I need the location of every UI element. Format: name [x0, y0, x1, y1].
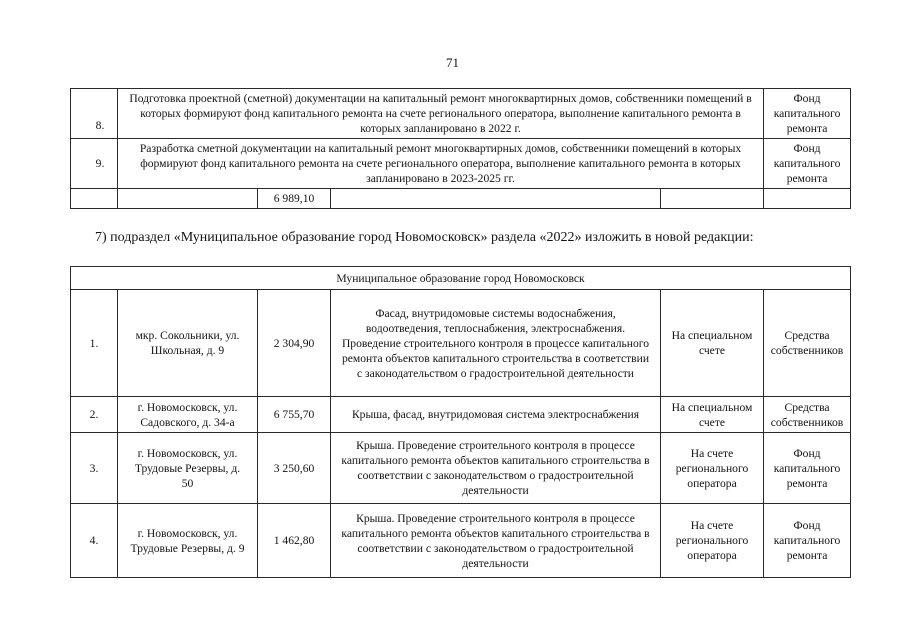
empty-cell [661, 189, 764, 209]
funding-source: Фонд капитального ремонта [764, 139, 851, 189]
works: Крыша, фасад, внутридомовая система электроснабжения [331, 397, 661, 433]
empty-cell [71, 189, 118, 209]
amount: 6 755,70 [258, 397, 331, 433]
funding-source: Фонд капитального ремонта [764, 504, 851, 578]
row-number: 9. [71, 139, 118, 189]
table-previous-section [70, 88, 851, 209]
account-type: На счете регионального оператора [661, 504, 764, 578]
row-description: Подготовка проектной (сметной) документации на капитальный ремонт многоквартирных домов, собственники помещений в которых формируют фонд капитального ремонта на счете регионального оператора, выполнение капитального ремонта в которых запланировано в 2022 г. [118, 89, 764, 139]
empty-cell [331, 189, 661, 209]
table-novomoskovsk [70, 266, 851, 578]
amount: 2 304,90 [258, 290, 331, 397]
table-row [71, 89, 851, 139]
table-row [71, 290, 851, 397]
total-row [71, 189, 851, 209]
page-number: 71 [446, 55, 459, 70]
funding-source: Средства собственников [764, 290, 851, 397]
funding-source: Фонд капитального ремонта [764, 433, 851, 504]
address: г. Новомосковск, ул. Трудовые Резервы, д. 9 [118, 504, 258, 578]
address: мкр. Сокольники, ул. Школьная, д. 9 [118, 290, 258, 397]
account-type: На специальном счете [661, 290, 764, 397]
row-number: 3. [71, 433, 118, 504]
instruction-text: 7) подраздел «Муниципальное образование город Новомосковск» раздела «2022» изложить в новой редакции: [95, 230, 754, 245]
amount: 3 250,60 [258, 433, 331, 504]
account-type: На счете регионального оператора [661, 433, 764, 504]
table-row [71, 397, 851, 433]
works: Крыша. Проведение строительного контроля в процессе капитального ремонта объектов капитального строительства в соответствии с законодательством о градостроительной деятельности [331, 433, 661, 504]
address: г. Новомосковск, ул. Садовского, д. 34-а [118, 397, 258, 433]
empty-cell [764, 189, 851, 209]
works: Крыша. Проведение строительного контроля в процессе капитального ремонта объектов капитального строительства в соответствии с законодательством о градостроительной деятельности [331, 504, 661, 578]
row-number: 2. [71, 397, 118, 433]
row-number: 8. [71, 89, 118, 139]
empty-cell [118, 189, 258, 209]
amount: 1 462,80 [258, 504, 331, 578]
address: г. Новомосковск, ул. Трудовые Резервы, д. 50 [118, 433, 258, 504]
table-header-row [71, 267, 851, 290]
table-row [71, 504, 851, 578]
row-description: Разработка сметной документации на капитальный ремонт многоквартирных домов, собственники помещений в которых формируют фонд капитального ремонта на счете регионального оператора, выполнение капитального ремонта в которых запланировано в 2023-2025 гг. [118, 139, 764, 189]
account-type: На специальном счете [661, 397, 764, 433]
row-number: 4. [71, 504, 118, 578]
funding-source: Средства собственников [764, 397, 851, 433]
funding-source: Фонд капитального ремонта [764, 89, 851, 139]
section-header: Муниципальное образование город Новомосковск [71, 267, 851, 290]
table-row [71, 433, 851, 504]
row-number: 1. [71, 290, 118, 397]
table-row [71, 139, 851, 189]
total-amount: 6 989,10 [258, 189, 331, 209]
works: Фасад, внутридомовые системы водоснабжения, водоотведения, теплоснабжения, электроснабжения. Проведение строительного контроля в процессе капитального ремонта объектов капитального строительства в соответствии с законодательством о градостроительной деятельности [331, 290, 661, 397]
